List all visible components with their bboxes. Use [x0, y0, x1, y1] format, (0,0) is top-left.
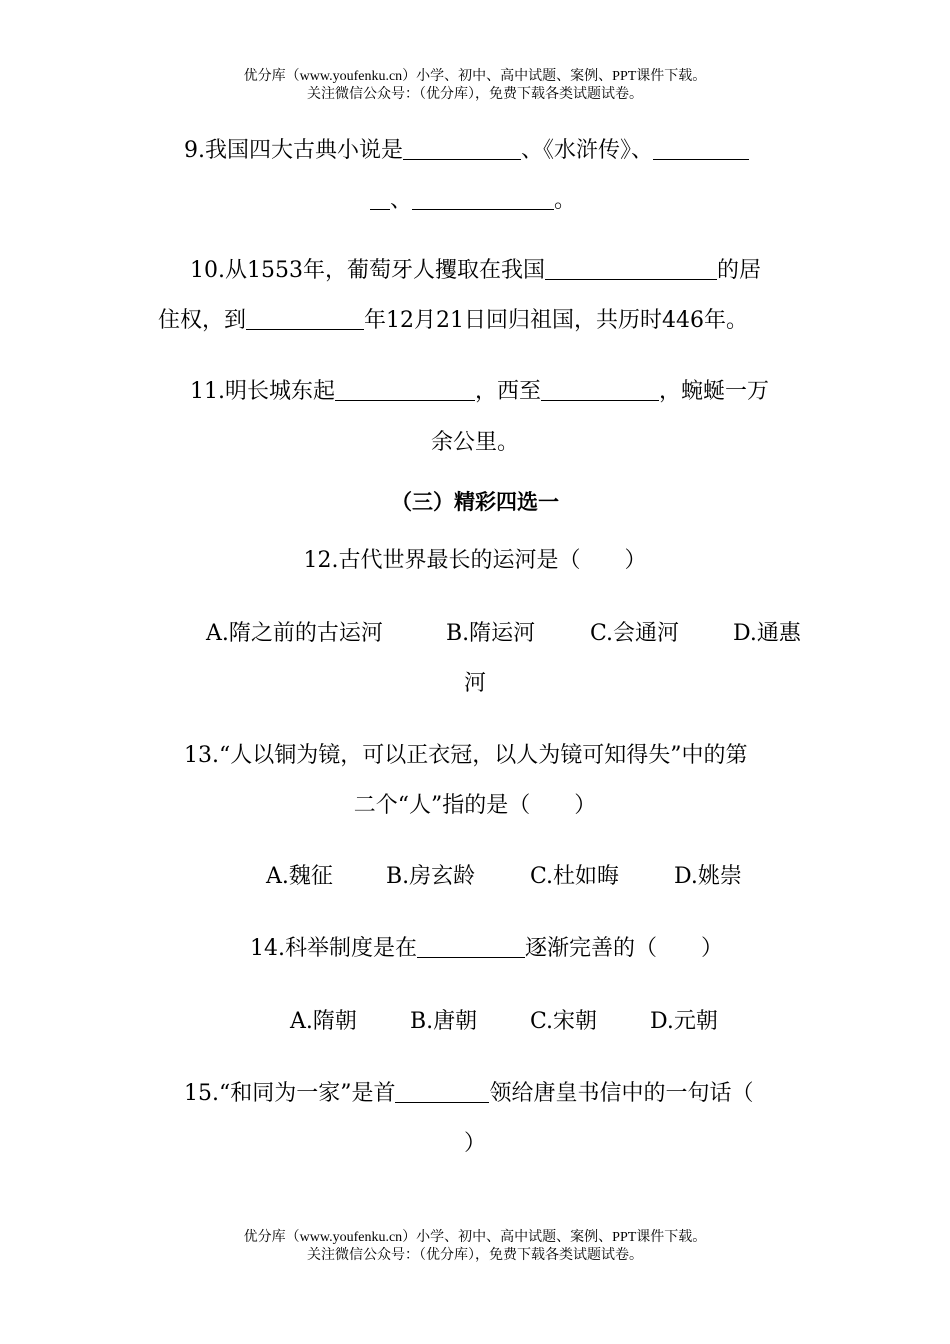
question-11-blank-2: [541, 378, 659, 401]
question-10-text-b: 的居: [716, 258, 761, 283]
question-10-blank-2: [246, 307, 364, 330]
question-15-text-b: 领给唐皇书信中的一句话（: [489, 1081, 754, 1106]
question-13-stem-line-1: 13.“人以铜为镜，可以正衣冠，以人为镜可知得失”中的第: [184, 743, 748, 768]
question-10-text-a: 10.从1553年，葡萄牙人攫取在我国: [190, 258, 545, 283]
question-15-text-a: 15.“和同为一家”是首: [184, 1081, 396, 1106]
question-15-blank: [395, 1080, 489, 1103]
question-10-text-c: 住权，到: [158, 308, 247, 333]
question-9-text-d: 。: [554, 188, 577, 213]
question-10-text-d: 年12月21日回归祖国，共历时446年。: [364, 308, 748, 333]
question-15-stem-line-1: [184, 1079, 754, 1109]
question-14-blank: [417, 935, 525, 958]
page-header-line-1: 优分库（www.youfenku.cn）小学、初中、高中试题、案例、PPT课件下载。: [243, 69, 707, 84]
question-10-blank-1: [545, 257, 717, 280]
question-12-option-b: B.隋运河: [446, 621, 536, 646]
question-13-option-c: C.杜如晦: [530, 864, 620, 889]
question-12-option-c: C.会通河: [590, 621, 680, 646]
question-9-blank-2: [653, 137, 749, 160]
question-9-blank-2-cont: [370, 187, 390, 210]
question-13-stem-line-2: 二个“人”指的是（ ）: [353, 793, 597, 818]
question-9-line-1: [184, 136, 749, 166]
question-13-option-b: B.房玄龄: [386, 864, 476, 889]
question-11-line-1: [190, 377, 769, 407]
question-9-blank-3: [412, 187, 554, 210]
section-3-title: （三）精彩四选一: [391, 489, 559, 514]
question-10-line-2: [158, 306, 748, 336]
question-9-text-c: 、: [390, 188, 413, 213]
question-12-option-a: A.隋之前的古运河: [206, 621, 383, 646]
page-footer-line-2: 关注微信公众号：（优分库），免费下载各类试题试卷。: [307, 1248, 643, 1263]
question-13-option-a: A.魏征: [266, 864, 333, 889]
question-12-option-d: D.通惠: [733, 621, 801, 646]
question-13-option-d: D.姚崇: [674, 864, 742, 889]
question-11-text-b: ，西至: [475, 379, 542, 404]
question-12-stem: 12.古代世界最长的运河是（ ）: [303, 548, 647, 573]
question-9-text-b: 、《水浒传》、: [521, 138, 654, 163]
question-10-line-1: [190, 256, 761, 286]
question-12-option-d-wrap: 河: [463, 671, 486, 696]
question-14-option-d: D.元朝: [650, 1009, 718, 1034]
question-11-text-c: ，蜿蜒一万: [659, 379, 770, 404]
page-footer-line-1: 优分库（www.youfenku.cn）小学、初中、高中试题、案例、PPT课件下载。: [243, 1230, 707, 1245]
question-14-option-c: C.宋朝: [530, 1009, 598, 1034]
question-14-option-b: B.唐朝: [410, 1009, 478, 1034]
question-11-blank-1: [335, 378, 475, 401]
question-11-text-a: 11.明长城东起: [190, 379, 335, 404]
question-9-text-a: 9.我国四大古典小说是: [184, 138, 403, 163]
question-9-blank-1: [403, 137, 521, 160]
question-14-option-a: A.隋朝: [290, 1009, 357, 1034]
question-14-stem: [250, 934, 723, 964]
question-11-line-2: 余公里。: [430, 430, 519, 455]
question-14-text-a: 14.科举制度是在: [250, 936, 417, 961]
question-14-text-b: 逐渐完善的（ ）: [525, 936, 724, 961]
question-15-stem-line-2: ）: [463, 1131, 486, 1156]
question-9-line-2: [370, 186, 576, 216]
page-header-line-2: 关注微信公众号：（优分库），免费下载各类试题试卷。: [307, 87, 643, 102]
